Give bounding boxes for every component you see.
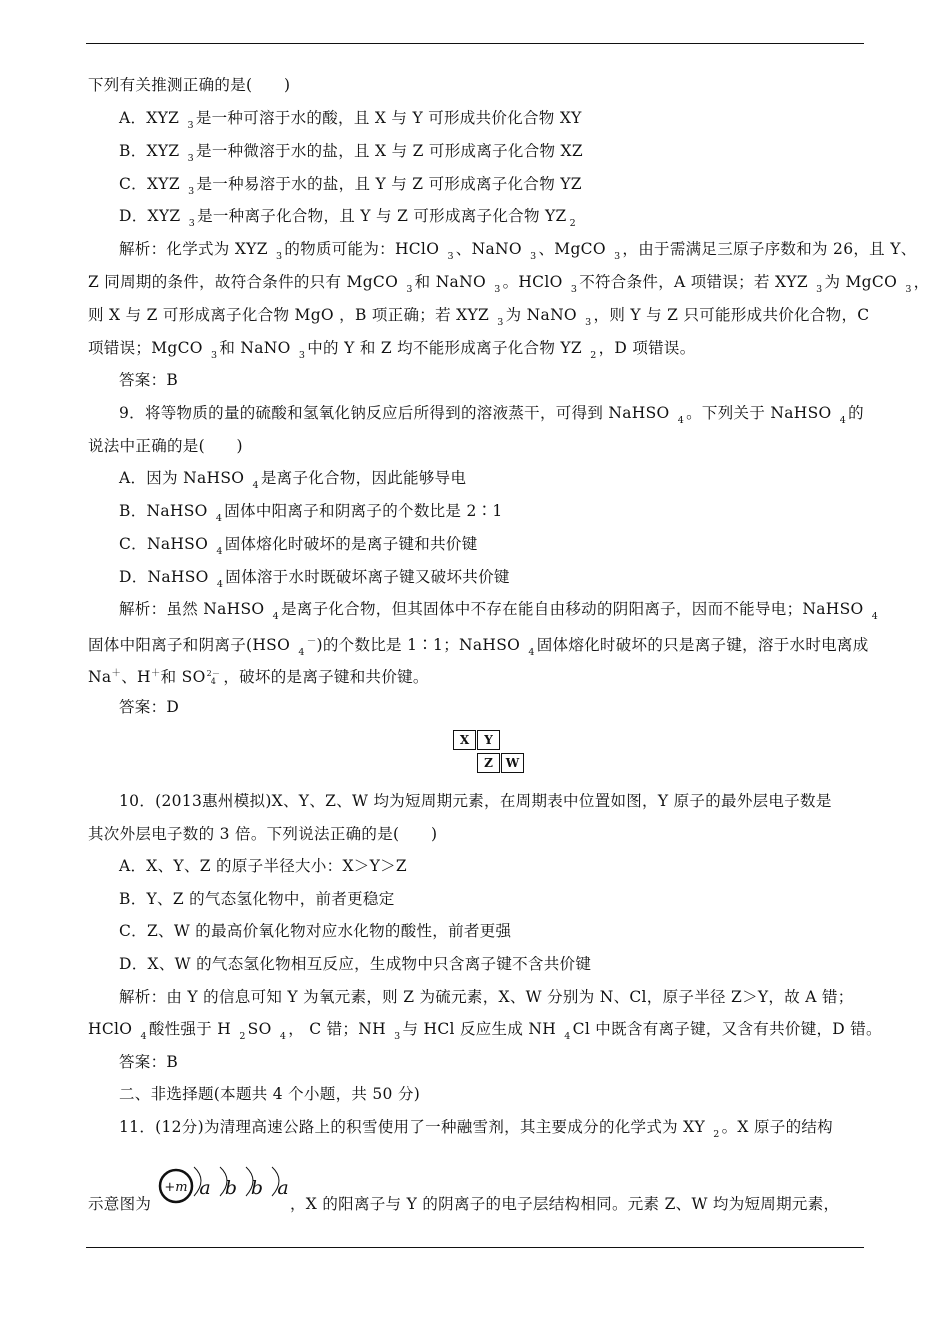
q9-option-c: C．NaHSO $_4$ 固体熔化时破坏的是离子键和共价键 bbox=[119, 535, 478, 557]
q9-answer: 答案：D bbox=[119, 698, 180, 716]
cell-y: Y bbox=[477, 730, 500, 750]
footer-rule bbox=[86, 1247, 864, 1248]
q8-option-b: B．XYZ $_3$ 是一种微溶于水的盐，且 X 与 Z 可形成离子化合物 XZ bbox=[119, 142, 583, 164]
q8-analysis-line3: 则 X 与 Z 可形成离子化合物 MgO ，B 项正确；若 XYZ $_3$ 为 NaNO $_3$ ，则 Y 与 Z 只可能形成共价化合物，C bbox=[88, 306, 870, 328]
nucleus-label: +m bbox=[164, 1180, 188, 1195]
header-rule bbox=[86, 43, 864, 44]
q8-option-d: D．XYZ $_3$ 是一种离子化合物，且 Y 与 Z 可形成离子化合物 YZ $_2$ bbox=[119, 207, 576, 229]
shell-electrons-1: a bbox=[199, 1177, 211, 1199]
q10-stem-line2: 其次外层电子数的 3 倍。下列说法正确的是( ) bbox=[88, 825, 438, 843]
q9-option-b: B．NaHSO $_4$ 固体中阳离子和阴离子的个数比是 2∶1 bbox=[119, 502, 503, 524]
q8-option-c: C．XYZ $_3$ 是一种易溶于水的盐，且 Y 与 Z 可形成离子化合物 YZ bbox=[119, 175, 582, 197]
q9-option-a: A．因为 NaHSO $_4$ 是离子化合物，因此能够导电 bbox=[119, 469, 467, 491]
shell-electrons-2: b bbox=[224, 1177, 238, 1199]
q9-stem-line2: 说法中正确的是( ) bbox=[88, 437, 243, 455]
q10-option-c: C．Z、W 的最高价氧化物对应水化物的酸性，前者更强 bbox=[119, 922, 512, 940]
q9-analysis-line1: 解析：虽然 NaHSO $_4$ 是离子化合物，但其固体中不存在能自由移动的阴阳离子，因而不能导电；NaHSO $_4$ bbox=[119, 600, 879, 622]
q8-answer: 答案：B bbox=[119, 371, 179, 389]
q8-analysis-line1: 解析：化学式为 XYZ $_3$ 的物质可能为：HClO $_3$ 、NaNO $_3$ 、MgCO $_3$ ，由于需满足三原子序数和为 26，且 Y、 bbox=[119, 240, 917, 262]
q8-stem-tail: 下列有关推测正确的是( ) bbox=[88, 76, 291, 94]
q10-option-a: A．X、Y、Z 的原子半径大小：X＞Y＞Z bbox=[119, 857, 407, 875]
shell-electrons-4: a bbox=[277, 1177, 289, 1199]
q9-stem-line1: 9．将等物质的量的硫酸和氢氧化钠反应后所得到的溶液蒸干，可得到 NaHSO $_4$ 。下列关于 NaHSO $_4$ 的 bbox=[119, 404, 864, 426]
q10-analysis-line2: HClO $_4$ 酸性强于 H $_2$ SO $_4$ ， C 错；NH $_3$ 与 HCl 反应生成 NH $_4$ Cl 中既含有离子键，又含有共价键，D 错。 bbox=[88, 1020, 882, 1042]
sulfate-charge-fraction: 2－ 4 bbox=[206, 669, 221, 686]
cell-w: W bbox=[501, 753, 524, 773]
q8-analysis-line2: Z 同周期的条件，故符合条件的只有 MgCO $_3$ 和 NaNO $_3$ 。HClO $_3$ 不符合条件，A 项错误；若 XYZ $_3$ 为 MgCO $_3$ ， bbox=[88, 273, 930, 295]
q10-analysis-line1: 解析：由 Y 的信息可知 Y 为氧元素，则 Z 为硫元素，X、W 分别为 N、Cl，原子半径 Z＞Y，故 A 错； bbox=[119, 988, 854, 1006]
atom-structure-diagram bbox=[150, 1164, 300, 1214]
q9-analysis-line3: Na＋、H＋和 SO 2－ 4 ，破坏的是离子键和共价键。 bbox=[88, 668, 429, 686]
q9-option-d: D．NaHSO $_4$ 固体溶于水时既破坏离子键又破坏共价键 bbox=[119, 568, 510, 590]
periodic-table-fragment bbox=[453, 730, 528, 774]
q8-option-a: A．XYZ $_3$ 是一种可溶于水的酸，且 X 与 Y 可形成共价化合物 XY bbox=[119, 109, 582, 131]
q11-stem-line1: 11．(12分)为清理高速公路上的积雪使用了一种融雪剂，其主要成分的化学式为 XY $_2$ 。X 原子的结构 bbox=[119, 1118, 833, 1140]
cell-x: X bbox=[453, 730, 476, 750]
q11-stem-line2-label: 示意图为 bbox=[88, 1195, 152, 1213]
q10-option-b: B．Y、Z 的气态氢化物中，前者更稳定 bbox=[119, 890, 395, 908]
q8-analysis-line4: 项错误；MgCO $_3$ 和 NaNO $_3$ 中的 Y 和 Z 均不能形成离子化合物 YZ $_2$ ，D 项错误。 bbox=[88, 339, 696, 361]
q10-option-d: D．X、W 的气态氢化物相互反应，生成物中只含离子键不含共价键 bbox=[119, 955, 592, 973]
q10-stem-line1: 10．(2013惠州模拟)X、Y、Z、W 均为短周期元素，在周期表中位置如图，Y 原子的最外层电子数是 bbox=[119, 792, 832, 810]
q9-analysis-line2: 固体中阳离子和阴离子(HSO $_4$－)的个数比是 1∶1；NaHSO $_4$ 固体熔化时破坏的只是离子键，溶于水时电离成 bbox=[88, 636, 869, 658]
shell-electrons-3: b bbox=[250, 1177, 264, 1199]
cell-z: Z bbox=[477, 753, 500, 773]
q11-stem-line2-rest: ，X 的阳离子与 Y 的阴离子的电子层结构相同。元素 Z、W 均为短周期元素， bbox=[290, 1195, 840, 1213]
section-heading: 二、非选择题(本题共 4 个小题，共 50 分) bbox=[119, 1085, 421, 1103]
q10-answer: 答案：B bbox=[119, 1053, 179, 1071]
